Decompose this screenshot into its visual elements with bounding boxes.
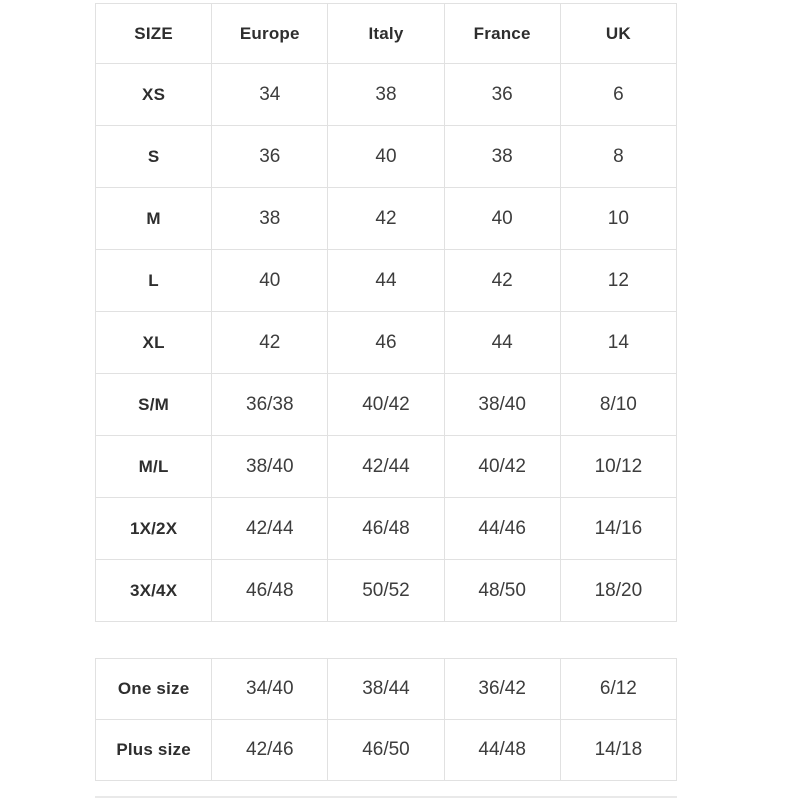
size-table-header <box>96 4 677 64</box>
value-cell: 38 <box>212 188 328 250</box>
value-cell: 40 <box>328 126 444 188</box>
value-cell: 42 <box>444 250 560 312</box>
column-header: Europe <box>212 4 328 64</box>
table-row <box>96 188 677 250</box>
table-row <box>96 312 677 374</box>
column-header: SIZE <box>96 4 212 64</box>
value-cell: 48/50 <box>444 560 560 622</box>
value-cell: 44 <box>328 250 444 312</box>
size-label-cell: M <box>96 188 212 250</box>
value-cell: 34/40 <box>212 659 328 720</box>
value-cell: 8/10 <box>560 374 676 436</box>
cutoff-element-edge <box>95 796 677 798</box>
table-row <box>96 498 677 560</box>
value-cell: 6/12 <box>560 659 676 720</box>
value-cell: 38/44 <box>328 659 444 720</box>
value-cell: 42/46 <box>212 720 328 781</box>
value-cell: 10 <box>560 188 676 250</box>
table-row <box>96 250 677 312</box>
value-cell: 46/50 <box>328 720 444 781</box>
value-cell: 6 <box>560 64 676 126</box>
value-cell: 8 <box>560 126 676 188</box>
table-row <box>96 659 677 720</box>
special-sizes-table <box>95 658 677 781</box>
special-sizes-table-body <box>96 659 677 781</box>
tables-container <box>95 3 677 781</box>
value-cell: 46 <box>328 312 444 374</box>
value-cell: 34 <box>212 64 328 126</box>
value-cell: 38/40 <box>444 374 560 436</box>
table-row <box>96 64 677 126</box>
value-cell: 42 <box>328 188 444 250</box>
size-conversion-table <box>95 3 677 622</box>
column-header: France <box>444 4 560 64</box>
value-cell: 36/38 <box>212 374 328 436</box>
table-row <box>96 374 677 436</box>
value-cell: 44 <box>444 312 560 374</box>
table-row <box>96 436 677 498</box>
value-cell: 40 <box>444 188 560 250</box>
column-header: UK <box>560 4 676 64</box>
value-cell: 40/42 <box>328 374 444 436</box>
value-cell: 46/48 <box>212 560 328 622</box>
value-cell: 44/46 <box>444 498 560 560</box>
value-cell: 36/42 <box>444 659 560 720</box>
size-label-cell: One size <box>96 659 212 720</box>
value-cell: 10/12 <box>560 436 676 498</box>
size-label-cell: L <box>96 250 212 312</box>
header-row <box>96 4 677 64</box>
size-label-cell: S <box>96 126 212 188</box>
table-row <box>96 560 677 622</box>
value-cell: 12 <box>560 250 676 312</box>
value-cell: 44/48 <box>444 720 560 781</box>
value-cell: 42 <box>212 312 328 374</box>
table-row <box>96 720 677 781</box>
table-row <box>96 126 677 188</box>
size-label-cell: 3X/4X <box>96 560 212 622</box>
size-label-cell: XL <box>96 312 212 374</box>
value-cell: 36 <box>212 126 328 188</box>
value-cell: 42/44 <box>328 436 444 498</box>
value-cell: 40/42 <box>444 436 560 498</box>
value-cell: 50/52 <box>328 560 444 622</box>
value-cell: 14/16 <box>560 498 676 560</box>
value-cell: 18/20 <box>560 560 676 622</box>
column-header: Italy <box>328 4 444 64</box>
value-cell: 46/48 <box>328 498 444 560</box>
size-label-cell: XS <box>96 64 212 126</box>
size-label-cell: M/L <box>96 436 212 498</box>
size-table-body <box>96 64 677 622</box>
value-cell: 38 <box>328 64 444 126</box>
size-label-cell: 1X/2X <box>96 498 212 560</box>
value-cell: 36 <box>444 64 560 126</box>
value-cell: 38 <box>444 126 560 188</box>
value-cell: 14/18 <box>560 720 676 781</box>
size-label-cell: S/M <box>96 374 212 436</box>
value-cell: 14 <box>560 312 676 374</box>
value-cell: 38/40 <box>212 436 328 498</box>
size-label-cell: Plus size <box>96 720 212 781</box>
value-cell: 42/44 <box>212 498 328 560</box>
value-cell: 40 <box>212 250 328 312</box>
